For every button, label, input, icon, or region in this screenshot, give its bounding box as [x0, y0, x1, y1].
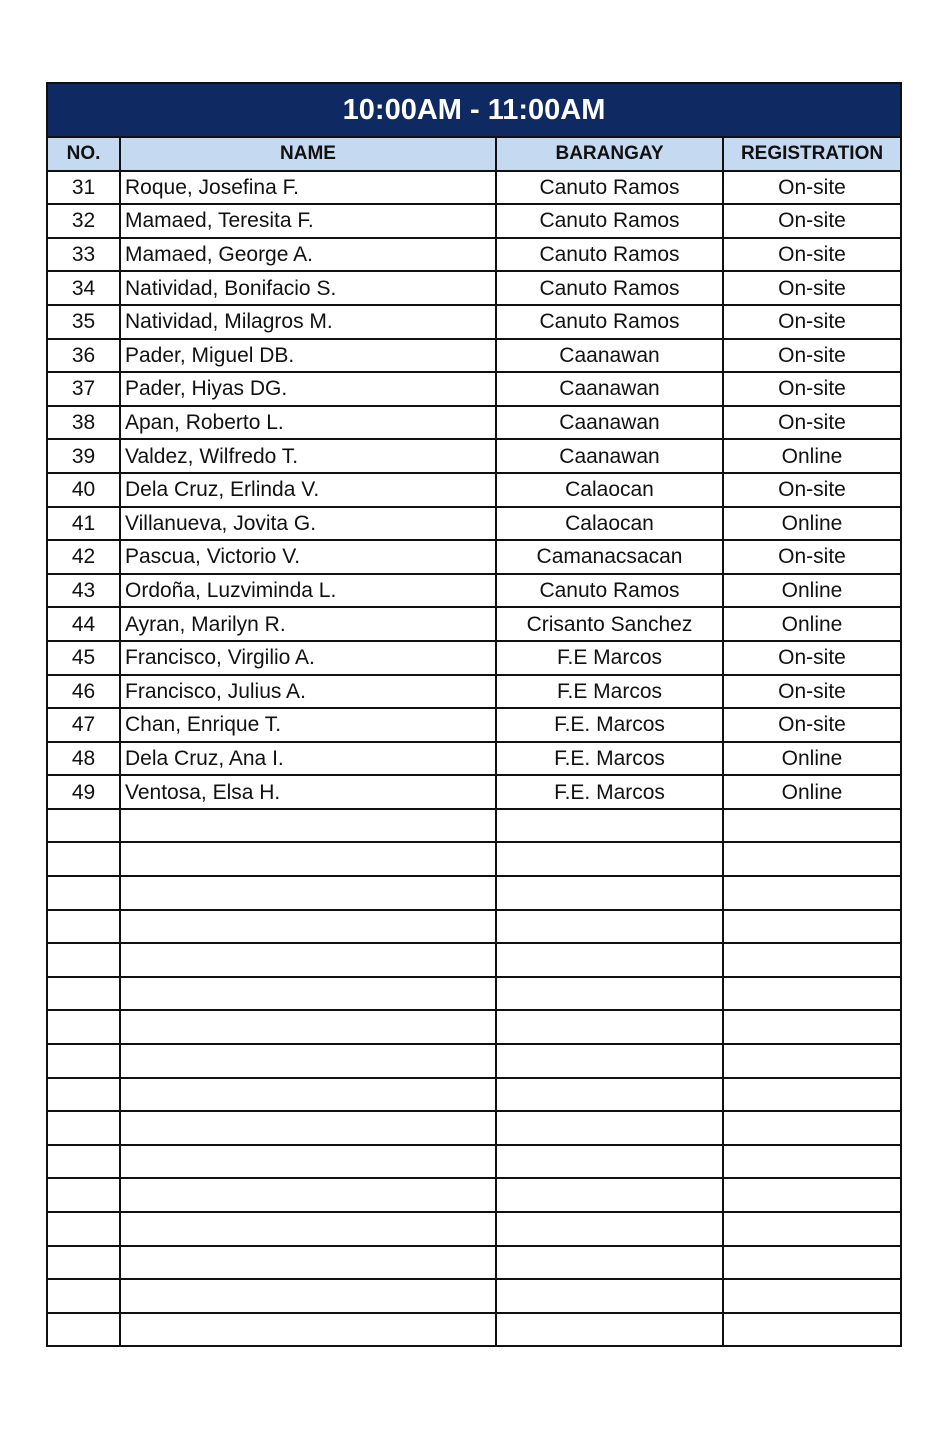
cell-no: [47, 876, 120, 910]
table-row: [47, 842, 901, 876]
cell-registration: On-site: [723, 171, 901, 205]
cell-name: [120, 1078, 496, 1112]
cell-name: [120, 1246, 496, 1280]
cell-name: Ordoña, Luzviminda L.: [120, 574, 496, 608]
header-row: [47, 137, 901, 171]
cell-registration: [723, 1078, 901, 1112]
cell-no: 37: [47, 372, 120, 406]
cell-name: Natividad, Milagros M.: [120, 305, 496, 339]
cell-registration: [723, 943, 901, 977]
cell-name: Natividad, Bonifacio S.: [120, 271, 496, 305]
table-row: [47, 507, 901, 541]
cell-name: Roque, Josefina F.: [120, 171, 496, 205]
cell-barangay: Crisanto Sanchez: [496, 607, 723, 641]
table-row: [47, 1044, 901, 1078]
cell-no: 48: [47, 742, 120, 776]
cell-no: 39: [47, 439, 120, 473]
cell-no: [47, 943, 120, 977]
cell-name: [120, 1044, 496, 1078]
header-registration: REGISTRATION: [723, 137, 901, 171]
cell-registration: On-site: [723, 238, 901, 272]
cell-no: [47, 809, 120, 843]
table-row: [47, 1145, 901, 1179]
table-row: [47, 910, 901, 944]
cell-no: 42: [47, 540, 120, 574]
cell-no: [47, 1178, 120, 1212]
cell-barangay: [496, 1010, 723, 1044]
cell-barangay: Caanawan: [496, 406, 723, 440]
header-no: NO.: [47, 137, 120, 171]
cell-registration: On-site: [723, 406, 901, 440]
cell-name: Ayran, Marilyn R.: [120, 607, 496, 641]
cell-name: Villanueva, Jovita G.: [120, 507, 496, 541]
cell-name: [120, 977, 496, 1011]
cell-registration: On-site: [723, 271, 901, 305]
table-row: [47, 439, 901, 473]
cell-registration: [723, 1178, 901, 1212]
table-row: [47, 1279, 901, 1313]
table-row: [47, 1010, 901, 1044]
cell-barangay: Caanawan: [496, 372, 723, 406]
cell-name: Mamaed, George A.: [120, 238, 496, 272]
cell-no: 33: [47, 238, 120, 272]
cell-barangay: [496, 1246, 723, 1280]
table-row: [47, 641, 901, 675]
cell-barangay: [496, 1111, 723, 1145]
cell-no: [47, 1279, 120, 1313]
cell-no: 49: [47, 775, 120, 809]
cell-registration: On-site: [723, 675, 901, 709]
cell-registration: Online: [723, 607, 901, 641]
cell-registration: [723, 1010, 901, 1044]
cell-name: Francisco, Julius A.: [120, 675, 496, 709]
cell-no: 35: [47, 305, 120, 339]
cell-registration: On-site: [723, 540, 901, 574]
cell-name: Pascua, Victorio V.: [120, 540, 496, 574]
table-row: [47, 171, 901, 205]
cell-barangay: Canuto Ramos: [496, 238, 723, 272]
cell-barangay: Calaocan: [496, 507, 723, 541]
table-row: [47, 473, 901, 507]
cell-registration: On-site: [723, 641, 901, 675]
cell-name: [120, 1145, 496, 1179]
cell-registration: [723, 842, 901, 876]
cell-barangay: [496, 943, 723, 977]
cell-name: Chan, Enrique T.: [120, 708, 496, 742]
cell-registration: On-site: [723, 339, 901, 373]
cell-barangay: [496, 876, 723, 910]
cell-registration: [723, 1313, 901, 1347]
cell-no: 41: [47, 507, 120, 541]
cell-no: 34: [47, 271, 120, 305]
cell-name: [120, 1313, 496, 1347]
cell-name: Mamaed, Teresita F.: [120, 204, 496, 238]
cell-registration: [723, 1212, 901, 1246]
cell-registration: Online: [723, 574, 901, 608]
table-row: [47, 876, 901, 910]
cell-barangay: [496, 977, 723, 1011]
table-row: [47, 372, 901, 406]
cell-name: [120, 842, 496, 876]
cell-registration: [723, 1279, 901, 1313]
cell-barangay: Canuto Ramos: [496, 574, 723, 608]
cell-name: Valdez, Wilfredo T.: [120, 439, 496, 473]
cell-registration: [723, 977, 901, 1011]
cell-barangay: Canuto Ramos: [496, 305, 723, 339]
cell-registration: On-site: [723, 204, 901, 238]
cell-registration: On-site: [723, 372, 901, 406]
table-row: [47, 1246, 901, 1280]
cell-no: 38: [47, 406, 120, 440]
cell-no: [47, 1010, 120, 1044]
cell-registration: Online: [723, 439, 901, 473]
cell-name: Francisco, Virgilio A.: [120, 641, 496, 675]
cell-barangay: [496, 1178, 723, 1212]
table-row: [47, 574, 901, 608]
cell-name: Pader, Miguel DB.: [120, 339, 496, 373]
cell-no: [47, 1078, 120, 1112]
cell-barangay: F.E. Marcos: [496, 708, 723, 742]
cell-name: Dela Cruz, Ana I.: [120, 742, 496, 776]
cell-name: [120, 1111, 496, 1145]
cell-barangay: Caanawan: [496, 339, 723, 373]
cell-name: Ventosa, Elsa H.: [120, 775, 496, 809]
table-row: [47, 271, 901, 305]
cell-name: [120, 943, 496, 977]
table-row: [47, 339, 901, 373]
table-row: [47, 406, 901, 440]
table-body: [47, 171, 901, 1347]
cell-registration: [723, 1246, 901, 1280]
cell-registration: [723, 1145, 901, 1179]
table-row: [47, 943, 901, 977]
cell-name: Dela Cruz, Erlinda V.: [120, 473, 496, 507]
cell-no: [47, 842, 120, 876]
cell-no: [47, 977, 120, 1011]
cell-name: [120, 1212, 496, 1246]
cell-barangay: [496, 842, 723, 876]
table-row: [47, 204, 901, 238]
header-name: NAME: [120, 137, 496, 171]
table-row: [47, 1178, 901, 1212]
cell-barangay: Camanacsacan: [496, 540, 723, 574]
cell-no: 47: [47, 708, 120, 742]
cell-barangay: F.E. Marcos: [496, 775, 723, 809]
cell-no: 43: [47, 574, 120, 608]
cell-name: [120, 1279, 496, 1313]
cell-barangay: Canuto Ramos: [496, 171, 723, 205]
cell-name: [120, 910, 496, 944]
table-row: [47, 1212, 901, 1246]
cell-no: [47, 1313, 120, 1347]
cell-no: 31: [47, 171, 120, 205]
table-row: [47, 1111, 901, 1145]
cell-name: [120, 809, 496, 843]
table-row: [47, 607, 901, 641]
cell-registration: Online: [723, 775, 901, 809]
cell-registration: [723, 1044, 901, 1078]
cell-registration: On-site: [723, 305, 901, 339]
table-row: [47, 675, 901, 709]
cell-registration: [723, 1111, 901, 1145]
cell-no: [47, 1145, 120, 1179]
table-row: [47, 238, 901, 272]
cell-no: 46: [47, 675, 120, 709]
cell-barangay: [496, 910, 723, 944]
cell-barangay: [496, 1078, 723, 1112]
cell-barangay: Caanawan: [496, 439, 723, 473]
cell-registration: [723, 876, 901, 910]
table-row: [47, 1078, 901, 1112]
table-row: [47, 775, 901, 809]
cell-barangay: [496, 1212, 723, 1246]
cell-registration: [723, 910, 901, 944]
cell-registration: On-site: [723, 473, 901, 507]
cell-no: 44: [47, 607, 120, 641]
cell-name: [120, 1178, 496, 1212]
table-row: [47, 742, 901, 776]
cell-no: [47, 1212, 120, 1246]
cell-name: [120, 876, 496, 910]
cell-registration: On-site: [723, 708, 901, 742]
cell-no: 45: [47, 641, 120, 675]
cell-barangay: Calaocan: [496, 473, 723, 507]
table-row: [47, 708, 901, 742]
cell-barangay: [496, 1044, 723, 1078]
cell-no: 32: [47, 204, 120, 238]
cell-no: [47, 1111, 120, 1145]
title-row: [47, 83, 901, 137]
cell-no: [47, 1246, 120, 1280]
cell-registration: Online: [723, 507, 901, 541]
header-barangay: BARANGAY: [496, 137, 723, 171]
cell-registration: Online: [723, 742, 901, 776]
table-row: [47, 1313, 901, 1347]
table-row: [47, 305, 901, 339]
cell-barangay: F.E Marcos: [496, 675, 723, 709]
cell-no: [47, 910, 120, 944]
cell-barangay: [496, 809, 723, 843]
cell-barangay: Canuto Ramos: [496, 204, 723, 238]
cell-no: 36: [47, 339, 120, 373]
schedule-table: [46, 82, 902, 1347]
cell-barangay: [496, 1313, 723, 1347]
cell-barangay: Canuto Ramos: [496, 271, 723, 305]
cell-no: 40: [47, 473, 120, 507]
cell-barangay: [496, 1145, 723, 1179]
cell-barangay: F.E Marcos: [496, 641, 723, 675]
cell-barangay: [496, 1279, 723, 1313]
table-row: [47, 977, 901, 1011]
cell-registration: [723, 809, 901, 843]
table-row: [47, 540, 901, 574]
cell-no: [47, 1044, 120, 1078]
cell-name: [120, 1010, 496, 1044]
cell-barangay: F.E. Marcos: [496, 742, 723, 776]
time-slot-title: 10:00AM - 11:00AM: [47, 83, 901, 137]
table-row: [47, 809, 901, 843]
cell-name: Pader, Hiyas DG.: [120, 372, 496, 406]
cell-name: Apan, Roberto L.: [120, 406, 496, 440]
